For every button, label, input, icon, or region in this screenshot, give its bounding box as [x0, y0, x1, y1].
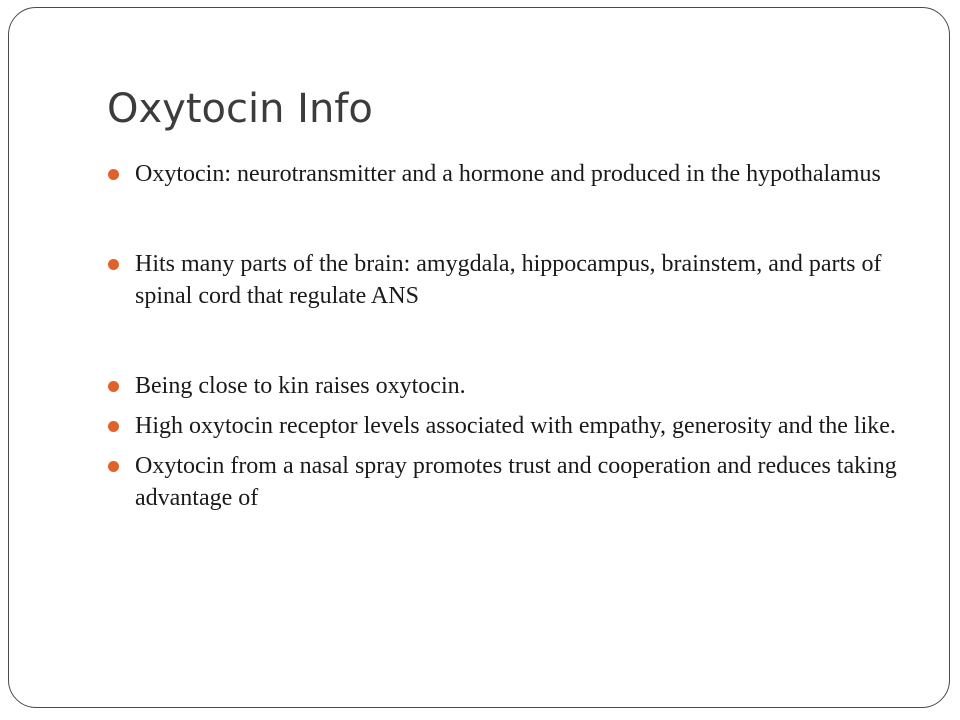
bullet-item [108, 410, 908, 442]
bullet-dot-icon [108, 421, 119, 432]
bullet-item [108, 158, 908, 190]
bullet-text: Oxytocin from a nasal spray promotes trust and cooperation and reduces taking advantage of [135, 453, 897, 511]
bullet-text: Oxytocin: neurotransmitter and a hormone and produced in the hypothalamus [135, 161, 881, 187]
bullet-text: Being close to kin raises oxytocin. [135, 373, 466, 399]
bullet-dot-icon [108, 461, 119, 472]
bullet-text: Hits many parts of the brain: amygdala, hippocampus, brainstem, and parts of spinal cord that regulate ANS [135, 251, 882, 309]
bullet-item [108, 450, 908, 514]
bullet-item [108, 370, 908, 402]
bullet-list [108, 158, 908, 522]
bullet-dot-icon [108, 259, 119, 270]
bullet-text: High oxytocin receptor levels associated with empathy, generosity and the like. [135, 413, 896, 439]
bullet-item [108, 248, 908, 312]
slide-title: Oxytocin Info [107, 86, 373, 132]
bullet-dot-icon [108, 381, 119, 392]
bullet-dot-icon [108, 169, 119, 180]
